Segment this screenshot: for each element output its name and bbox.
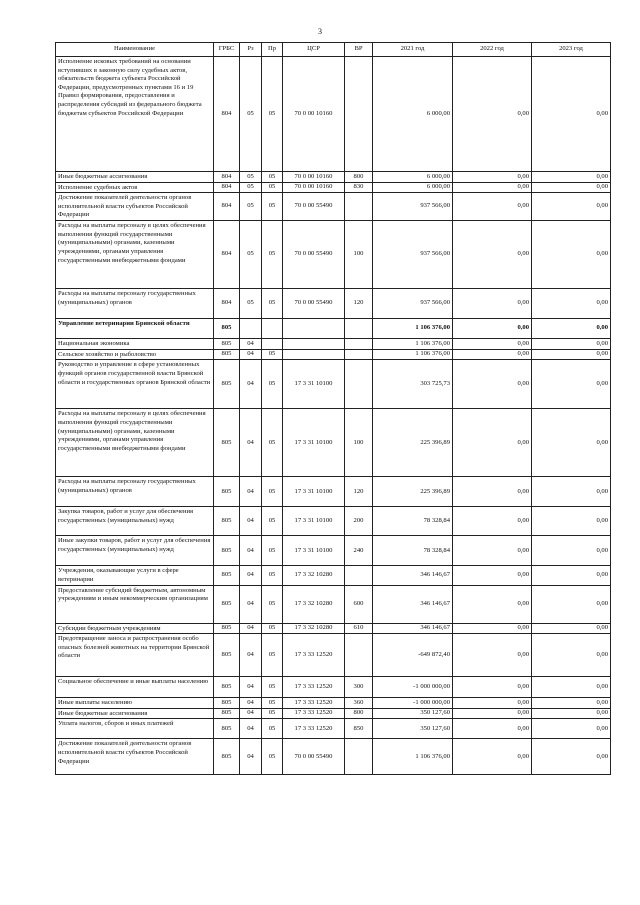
cell-vr: 360 xyxy=(345,698,373,709)
cell-rz: 05 xyxy=(240,193,262,221)
table-row xyxy=(56,708,611,719)
cell-rz: 04 xyxy=(240,349,262,360)
cell-2022: 0,00 xyxy=(453,339,532,350)
cell-2023: 0,00 xyxy=(532,193,611,221)
cell-grbs: 805 xyxy=(214,360,240,409)
col-header-2021: 2021 год xyxy=(373,43,453,57)
cell-2023: 0,00 xyxy=(532,172,611,183)
cell-csr: 70 0 00 10160 xyxy=(283,182,345,193)
cell-vr: 100 xyxy=(345,409,373,477)
table-row xyxy=(56,409,611,477)
cell-2021: 78 328,84 xyxy=(373,536,453,566)
cell-2021: 225 396,89 xyxy=(373,477,453,507)
cell-csr xyxy=(283,319,345,339)
table-row xyxy=(56,349,611,360)
cell-rz: 04 xyxy=(240,360,262,409)
cell-rz: 04 xyxy=(240,566,262,585)
cell-2023: 0,00 xyxy=(532,319,611,339)
cell-rz: 04 xyxy=(240,739,262,775)
cell-name: Уплата налогов, сборов и иных платежей xyxy=(56,719,214,739)
cell-2023: 0,00 xyxy=(532,698,611,709)
cell-grbs: 805 xyxy=(214,477,240,507)
cell-2022: 0,00 xyxy=(453,708,532,719)
col-header-vr: ВР xyxy=(345,43,373,57)
cell-2022: 0,00 xyxy=(453,319,532,339)
cell-rz: 05 xyxy=(240,57,262,172)
cell-2022: 0,00 xyxy=(453,507,532,536)
cell-name: Исполнение судебных актов xyxy=(56,182,214,193)
cell-2022: 0,00 xyxy=(453,182,532,193)
cell-2021: 937 566,00 xyxy=(373,193,453,221)
cell-grbs: 805 xyxy=(214,536,240,566)
cell-name: Достижение показателей деятельности органов исполнительной власти субъектов Российской Федерации xyxy=(56,193,214,221)
cell-name: Иные бюджетные ассигнования xyxy=(56,708,214,719)
cell-2022: 0,00 xyxy=(453,677,532,698)
col-header-pr: Пр xyxy=(262,43,283,57)
cell-2023: 0,00 xyxy=(532,677,611,698)
cell-2022: 0,00 xyxy=(453,566,532,585)
cell-csr: 70 0 00 55490 xyxy=(283,289,345,319)
cell-2021: 6 000,00 xyxy=(373,182,453,193)
cell-grbs: 805 xyxy=(214,677,240,698)
cell-2021: 1 106 376,00 xyxy=(373,339,453,350)
cell-2023: 0,00 xyxy=(532,536,611,566)
cell-csr: 17 3 32 10280 xyxy=(283,566,345,585)
cell-2022: 0,00 xyxy=(453,739,532,775)
cell-pr: 05 xyxy=(262,536,283,566)
budget-table xyxy=(55,42,611,775)
cell-2022: 0,00 xyxy=(453,349,532,360)
cell-vr: 120 xyxy=(345,477,373,507)
cell-vr: 200 xyxy=(345,507,373,536)
cell-name: Иные закупки товаров, работ и услуг для обеспечения государственных (муниципальных) нужд xyxy=(56,536,214,566)
col-header-rz: Рз xyxy=(240,43,262,57)
cell-vr: 830 xyxy=(345,182,373,193)
cell-2023: 0,00 xyxy=(532,585,611,623)
cell-csr: 17 3 32 10280 xyxy=(283,623,345,634)
cell-2022: 0,00 xyxy=(453,221,532,289)
cell-pr: 05 xyxy=(262,289,283,319)
cell-2022: 0,00 xyxy=(453,719,532,739)
col-header-name: Наименование xyxy=(56,43,214,57)
cell-vr: 850 xyxy=(345,719,373,739)
cell-csr: 70 0 00 10160 xyxy=(283,172,345,183)
table-row xyxy=(56,182,611,193)
cell-2022: 0,00 xyxy=(453,172,532,183)
cell-vr: 600 xyxy=(345,585,373,623)
cell-name: Иные выплаты населению xyxy=(56,698,214,709)
cell-2023: 0,00 xyxy=(532,477,611,507)
cell-2023: 0,00 xyxy=(532,339,611,350)
cell-csr: 17 3 31 10100 xyxy=(283,507,345,536)
cell-grbs: 804 xyxy=(214,182,240,193)
cell-csr: 70 0 00 55490 xyxy=(283,739,345,775)
cell-rz: 05 xyxy=(240,172,262,183)
col-header-2023: 2023 год xyxy=(532,43,611,57)
cell-rz: 05 xyxy=(240,182,262,193)
cell-rz xyxy=(240,319,262,339)
cell-vr xyxy=(345,57,373,172)
cell-2021: 6 000,00 xyxy=(373,57,453,172)
table-row xyxy=(56,634,611,677)
cell-2023: 0,00 xyxy=(532,739,611,775)
cell-2021: 225 396,89 xyxy=(373,409,453,477)
cell-csr: 17 3 33 12520 xyxy=(283,708,345,719)
cell-grbs: 805 xyxy=(214,623,240,634)
cell-2023: 0,00 xyxy=(532,409,611,477)
cell-vr: 300 xyxy=(345,677,373,698)
cell-2023: 0,00 xyxy=(532,566,611,585)
cell-vr xyxy=(345,319,373,339)
cell-grbs: 805 xyxy=(214,339,240,350)
cell-name: Сельское хозяйство и рыболовство xyxy=(56,349,214,360)
table-row xyxy=(56,289,611,319)
col-header-2022: 2022 год xyxy=(453,43,532,57)
cell-pr: 05 xyxy=(262,360,283,409)
cell-2022: 0,00 xyxy=(453,698,532,709)
cell-pr: 05 xyxy=(262,221,283,289)
cell-csr: 17 3 33 12520 xyxy=(283,719,345,739)
cell-vr xyxy=(345,193,373,221)
cell-2021: -1 000 000,00 xyxy=(373,698,453,709)
cell-grbs: 805 xyxy=(214,698,240,709)
table-row xyxy=(56,739,611,775)
cell-pr: 05 xyxy=(262,739,283,775)
cell-rz: 04 xyxy=(240,677,262,698)
cell-pr: 05 xyxy=(262,719,283,739)
cell-rz: 05 xyxy=(240,221,262,289)
table-row xyxy=(56,319,611,339)
cell-pr: 05 xyxy=(262,349,283,360)
cell-vr xyxy=(345,566,373,585)
cell-rz: 04 xyxy=(240,536,262,566)
cell-rz: 04 xyxy=(240,719,262,739)
cell-pr: 05 xyxy=(262,57,283,172)
cell-pr: 05 xyxy=(262,172,283,183)
cell-2021: 937 566,00 xyxy=(373,289,453,319)
cell-pr: 05 xyxy=(262,623,283,634)
cell-2023: 0,00 xyxy=(532,507,611,536)
cell-2023: 0,00 xyxy=(532,349,611,360)
cell-name: Субсидии бюджетным учреждениям xyxy=(56,623,214,634)
cell-2022: 0,00 xyxy=(453,477,532,507)
cell-2021: 1 106 376,00 xyxy=(373,319,453,339)
cell-vr xyxy=(345,739,373,775)
cell-pr: 05 xyxy=(262,477,283,507)
cell-vr: 800 xyxy=(345,708,373,719)
cell-grbs: 804 xyxy=(214,221,240,289)
cell-pr: 05 xyxy=(262,566,283,585)
cell-csr: 70 0 00 10160 xyxy=(283,57,345,172)
cell-name: Расходы на выплаты персоналу в целях обеспечения выполнения функций государственными (муниципальными) органами, казенными учреждениями, органами управления государственными внебюджетными фондами xyxy=(56,221,214,289)
cell-2023: 0,00 xyxy=(532,221,611,289)
col-header-grbs: ГРБС xyxy=(214,43,240,57)
table-row xyxy=(56,536,611,566)
cell-name: Иные бюджетные ассигнования xyxy=(56,172,214,183)
table-row xyxy=(56,193,611,221)
cell-2021: 1 106 376,00 xyxy=(373,739,453,775)
cell-grbs: 805 xyxy=(214,708,240,719)
table-row xyxy=(56,221,611,289)
cell-rz: 04 xyxy=(240,623,262,634)
cell-2021: -1 000 000,00 xyxy=(373,677,453,698)
cell-grbs: 804 xyxy=(214,193,240,221)
cell-2021: 346 146,67 xyxy=(373,566,453,585)
cell-2023: 0,00 xyxy=(532,719,611,739)
cell-2021: 78 328,84 xyxy=(373,507,453,536)
table-header-row xyxy=(56,43,611,57)
cell-pr: 05 xyxy=(262,708,283,719)
cell-grbs: 805 xyxy=(214,634,240,677)
cell-2021: 350 127,60 xyxy=(373,719,453,739)
table-row xyxy=(56,172,611,183)
page-number: 3 xyxy=(318,27,322,36)
cell-2021: 346 146,67 xyxy=(373,623,453,634)
cell-name: Расходы на выплаты персоналу государственных (муниципальных) органов xyxy=(56,289,214,319)
cell-csr: 17 3 31 10100 xyxy=(283,536,345,566)
table-row xyxy=(56,698,611,709)
cell-csr: 17 3 31 10100 xyxy=(283,360,345,409)
cell-pr: 05 xyxy=(262,698,283,709)
cell-name: Социальное обеспечение и иные выплаты населению xyxy=(56,677,214,698)
cell-grbs: 805 xyxy=(214,507,240,536)
cell-name: Закупка товаров, работ и услуг для обеспечения государственных (муниципальных) нужд xyxy=(56,507,214,536)
cell-csr: 17 3 31 10100 xyxy=(283,477,345,507)
cell-2021: -649 872,40 xyxy=(373,634,453,677)
cell-rz: 04 xyxy=(240,708,262,719)
cell-pr: 05 xyxy=(262,182,283,193)
cell-pr xyxy=(262,319,283,339)
table-row xyxy=(56,477,611,507)
table-row xyxy=(56,677,611,698)
cell-2021: 350 127,60 xyxy=(373,708,453,719)
cell-vr: 610 xyxy=(345,623,373,634)
cell-pr xyxy=(262,339,283,350)
cell-rz: 04 xyxy=(240,585,262,623)
cell-2021: 937 566,00 xyxy=(373,221,453,289)
cell-grbs: 804 xyxy=(214,172,240,183)
cell-name: Расходы на выплаты персоналу государственных (муниципальных) органов xyxy=(56,477,214,507)
cell-2022: 0,00 xyxy=(453,536,532,566)
table-row xyxy=(56,585,611,623)
cell-csr: 17 3 33 12520 xyxy=(283,634,345,677)
cell-pr: 05 xyxy=(262,585,283,623)
cell-grbs: 805 xyxy=(214,719,240,739)
cell-csr: 17 3 31 10100 xyxy=(283,409,345,477)
cell-csr: 17 3 32 10280 xyxy=(283,585,345,623)
cell-2023: 0,00 xyxy=(532,182,611,193)
cell-pr: 05 xyxy=(262,507,283,536)
table-row xyxy=(56,360,611,409)
cell-2023: 0,00 xyxy=(532,289,611,319)
cell-grbs: 805 xyxy=(214,566,240,585)
cell-rz: 04 xyxy=(240,634,262,677)
cell-grbs: 805 xyxy=(214,409,240,477)
cell-2021: 1 106 376,00 xyxy=(373,349,453,360)
cell-csr xyxy=(283,349,345,360)
cell-grbs: 805 xyxy=(214,349,240,360)
cell-name: Достижение показателей деятельности органов исполнительной власти субъектов Российской Федерации xyxy=(56,739,214,775)
cell-name: Предоставление субсидий бюджетным, автономным учреждениям и иным некоммерческим организациям xyxy=(56,585,214,623)
table-row xyxy=(56,566,611,585)
cell-2022: 0,00 xyxy=(453,585,532,623)
table-row xyxy=(56,507,611,536)
table-row xyxy=(56,623,611,634)
cell-name: Предотвращение заноса и распространения особо опасных болезней животных на территории Брянской области xyxy=(56,634,214,677)
table-row xyxy=(56,57,611,172)
cell-grbs: 805 xyxy=(214,585,240,623)
cell-rz: 04 xyxy=(240,507,262,536)
cell-grbs: 804 xyxy=(214,57,240,172)
cell-rz: 04 xyxy=(240,698,262,709)
cell-vr xyxy=(345,634,373,677)
cell-vr xyxy=(345,360,373,409)
cell-2023: 0,00 xyxy=(532,360,611,409)
cell-csr: 17 3 33 12520 xyxy=(283,698,345,709)
cell-vr: 100 xyxy=(345,221,373,289)
cell-2023: 0,00 xyxy=(532,57,611,172)
cell-2023: 0,00 xyxy=(532,623,611,634)
cell-2022: 0,00 xyxy=(453,289,532,319)
col-header-csr: ЦСР xyxy=(283,43,345,57)
cell-name: Учреждения, оказывающие услуги в сфере ветеринарии xyxy=(56,566,214,585)
cell-2022: 0,00 xyxy=(453,409,532,477)
cell-2023: 0,00 xyxy=(532,634,611,677)
cell-pr: 05 xyxy=(262,409,283,477)
cell-grbs: 805 xyxy=(214,739,240,775)
cell-2021: 303 725,73 xyxy=(373,360,453,409)
cell-2022: 0,00 xyxy=(453,193,532,221)
cell-rz: 04 xyxy=(240,339,262,350)
cell-vr: 240 xyxy=(345,536,373,566)
cell-name: Расходы на выплаты персоналу в целях обеспечения выполнения функций государственными (муниципальными) органами, казенными учреждениями, органами управления государственными внебюджетными фондами xyxy=(56,409,214,477)
cell-vr: 800 xyxy=(345,172,373,183)
cell-2022: 0,00 xyxy=(453,634,532,677)
cell-grbs: 804 xyxy=(214,289,240,319)
cell-vr xyxy=(345,349,373,360)
cell-rz: 04 xyxy=(240,477,262,507)
cell-vr: 120 xyxy=(345,289,373,319)
cell-2022: 0,00 xyxy=(453,57,532,172)
cell-csr: 70 0 00 55490 xyxy=(283,193,345,221)
cell-pr: 05 xyxy=(262,193,283,221)
cell-name: Руководство и управление в сфере установленных функций органов государственной власти Брянской области и государственных органов Брянской области xyxy=(56,360,214,409)
cell-name: Исполнение исковых требований на основании вступивших в законную силу судебных актов, обязательств бюджета субъекта Российской Федерации, предусмотренных пунктами 16 и 19 Правил формирования, предоставления и распределения субсидий из федерального бюджета бюджетам субъектов Российской Федерации xyxy=(56,57,214,172)
cell-csr: 70 0 00 55490 xyxy=(283,221,345,289)
cell-vr xyxy=(345,339,373,350)
cell-2021: 346 146,67 xyxy=(373,585,453,623)
table-row xyxy=(56,339,611,350)
cell-csr: 17 3 33 12520 xyxy=(283,677,345,698)
cell-name: Национальная экономика xyxy=(56,339,214,350)
cell-csr xyxy=(283,339,345,350)
cell-pr: 05 xyxy=(262,634,283,677)
cell-rz: 05 xyxy=(240,289,262,319)
cell-grbs: 805 xyxy=(214,319,240,339)
cell-rz: 04 xyxy=(240,409,262,477)
cell-2023: 0,00 xyxy=(532,708,611,719)
cell-2021: 6 000,00 xyxy=(373,172,453,183)
cell-2022: 0,00 xyxy=(453,623,532,634)
table-body xyxy=(56,57,611,775)
table-row xyxy=(56,719,611,739)
cell-name: Управление ветеринарии Брянской области xyxy=(56,319,214,339)
cell-2022: 0,00 xyxy=(453,360,532,409)
cell-pr: 05 xyxy=(262,677,283,698)
